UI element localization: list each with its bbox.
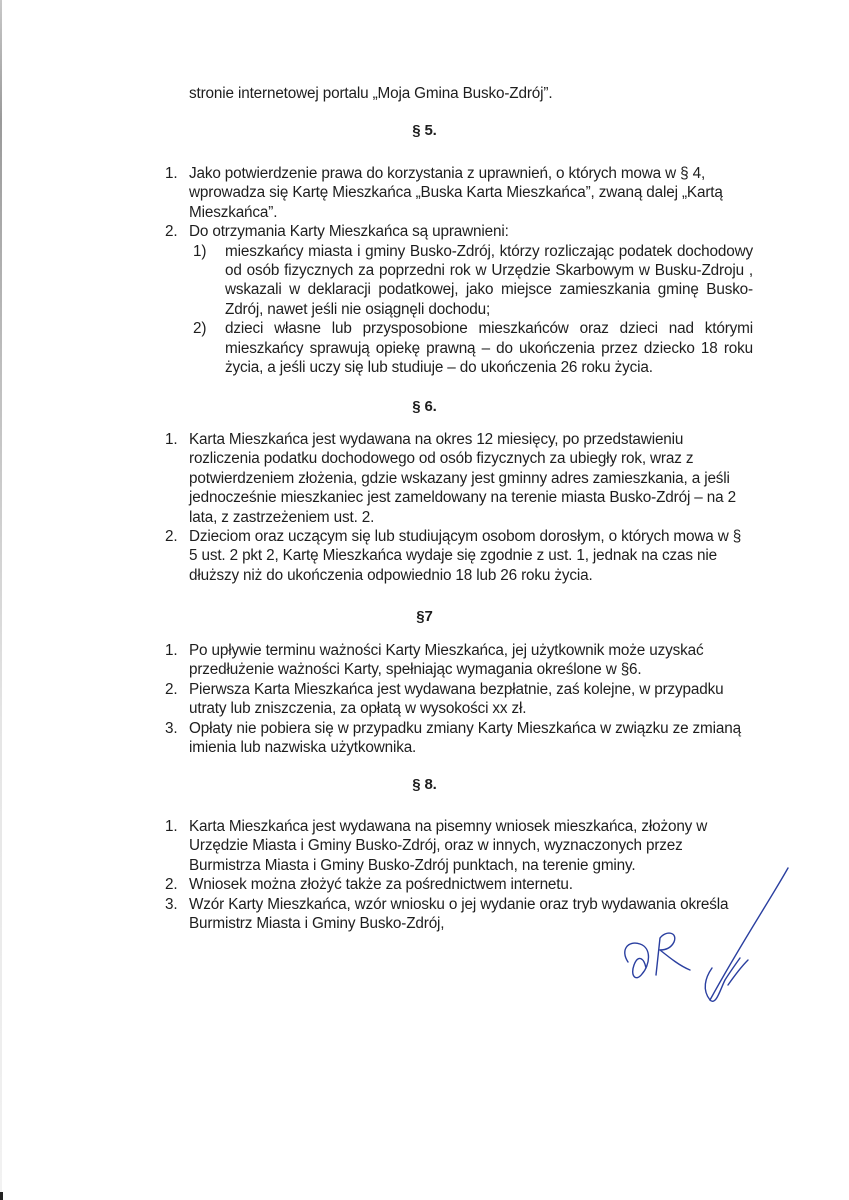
section-5-list xyxy=(165,164,753,377)
list-item xyxy=(165,641,749,680)
signature-stroke-squiggle xyxy=(705,958,740,1001)
list-item xyxy=(165,527,749,585)
item-number: 1. xyxy=(165,818,178,835)
item-text: Po upływie terminu ważności Karty Mieszkańca, jej użytkownik może uzyskać przedłużenie ważności Karty, spełniając wymagania określone w §6. xyxy=(189,642,704,679)
subitem-text: mieszkańcy miasta i gminy Busko-Zdrój, którzy rozliczając podatek dochodowy od osób fizycznych za poprzedni rok w Urzędzie Skarbowym w Busku-Zdroju , wskazali w deklaracji podatkowej, jako miejsce zamieszkania gminę Busko-Zdrój, nawet jeśli nie osiągnęli dochodu; xyxy=(225,242,753,318)
sublist-item xyxy=(189,242,753,320)
section-heading-5: § 5. xyxy=(412,122,437,139)
item-text: Do otrzymania Karty Mieszkańca są uprawnieni: xyxy=(189,223,509,241)
scan-edge-shadow xyxy=(0,0,2,1200)
item-number: 1. xyxy=(165,642,178,659)
list-item xyxy=(165,680,749,719)
list-item xyxy=(165,164,749,222)
scan-mark xyxy=(0,1192,3,1200)
item-text: Wzór Karty Mieszkańca, wzór wniosku o jej wydanie oraz tryb wydawania określa Burmistrz Miasta i Gminy Busko-Zdrój, xyxy=(189,895,729,933)
item-text: Dzieciom oraz uczącym się lub studiującym osobom dorosłym, o których mowa w § 5 ust. 2 pkt 2, Kartę Mieszkańca wydaje się zgodnie z ust. 1, jednak na czas nie dłuższy niż do ukończenia odpowiednio 18 lub 26 roku życia. xyxy=(189,528,742,584)
section-heading-7: §7 xyxy=(416,608,433,625)
subitem-text: dzieci własne lub przysposobione mieszkańców oraz dzieci nad którymi mieszkańcy sprawują opiekę prawną – do ukończenia przez dziecko 18 roku życia, a jeśli uczy się lub studiuje – do ukończenia 26 roku życia. xyxy=(225,320,753,377)
subitem-number: 1) xyxy=(193,242,207,260)
section-heading-8: § 8. xyxy=(412,776,437,793)
item-number: 2. xyxy=(165,876,178,894)
list-item xyxy=(165,222,764,377)
list-item xyxy=(165,719,749,758)
item-number: 3. xyxy=(165,719,178,737)
item-text: Jako potwierdzenie prawa do korzystania z uprawnień, o których mowa w § 4, wprowadza się Kartę Mieszkańca „Buska Karta Mieszkańca”, zwaną dalej „Kartą Mieszkańca”. xyxy=(189,165,723,221)
item-text: Wniosek można złożyć także za pośrednictwem internetu. xyxy=(189,876,573,894)
signature-stroke-diagonal xyxy=(710,868,788,1000)
item-text: Opłaty nie pobiera się w przypadku zmiany Karty Mieszkańca w związku ze zmianą imienia lub nazwiska użytkownika. xyxy=(189,719,741,757)
intro-line: stronie internetowej portalu „Moja Gmina Busko-Zdrój”. xyxy=(189,85,553,102)
item-number: 1. xyxy=(165,165,178,182)
item-number: 2. xyxy=(165,528,178,546)
item-text: Pierwsza Karta Mieszkańca jest wydawana bezpłatnie, zaś kolejne, w przypadku utraty lub zniszczenia, za opłatą w wysokości xx zł. xyxy=(189,680,724,718)
list-item xyxy=(165,430,749,527)
section-6-list xyxy=(165,430,740,585)
item-number: 3. xyxy=(165,895,178,913)
item-number: 2. xyxy=(165,223,178,241)
item-number: 2. xyxy=(165,680,178,698)
sublist xyxy=(189,242,764,378)
signature-initial-r xyxy=(656,933,690,975)
subitem-number: 2) xyxy=(193,320,207,338)
handwritten-signature xyxy=(600,850,800,1010)
section-heading-6: § 6. xyxy=(412,398,437,415)
item-number: 1. xyxy=(165,431,178,448)
signature-initial-d xyxy=(625,943,649,978)
sublist-item xyxy=(189,319,753,377)
section-7-list xyxy=(165,641,740,757)
item-text: Karta Mieszkańca jest wydawana na okres 12 miesięcy, po przedstawieniu rozliczenia podatku dochodowego od osób fizycznych za ubiegły rok, wraz z potwierdzeniem złożenia, gdzie wskazany jest gminny adres zamieszkania, a jeśli jednocześnie mieszkaniec jest zameldowany na terenie miasta Busko-Zdrój – na 2 lata, z zastrzeżeniem ust. 2. xyxy=(189,431,736,526)
item-text: Karta Mieszkańca jest wydawana na pisemny wniosek mieszkańca, złożony w Urzędzie Miasta i Gminy Busko-Zdrój, oraz w innych, wyznaczonych przez Burmistrza Miasta i Gminy Busko-Zdrój punktach, na terenie gminy. xyxy=(189,818,708,874)
